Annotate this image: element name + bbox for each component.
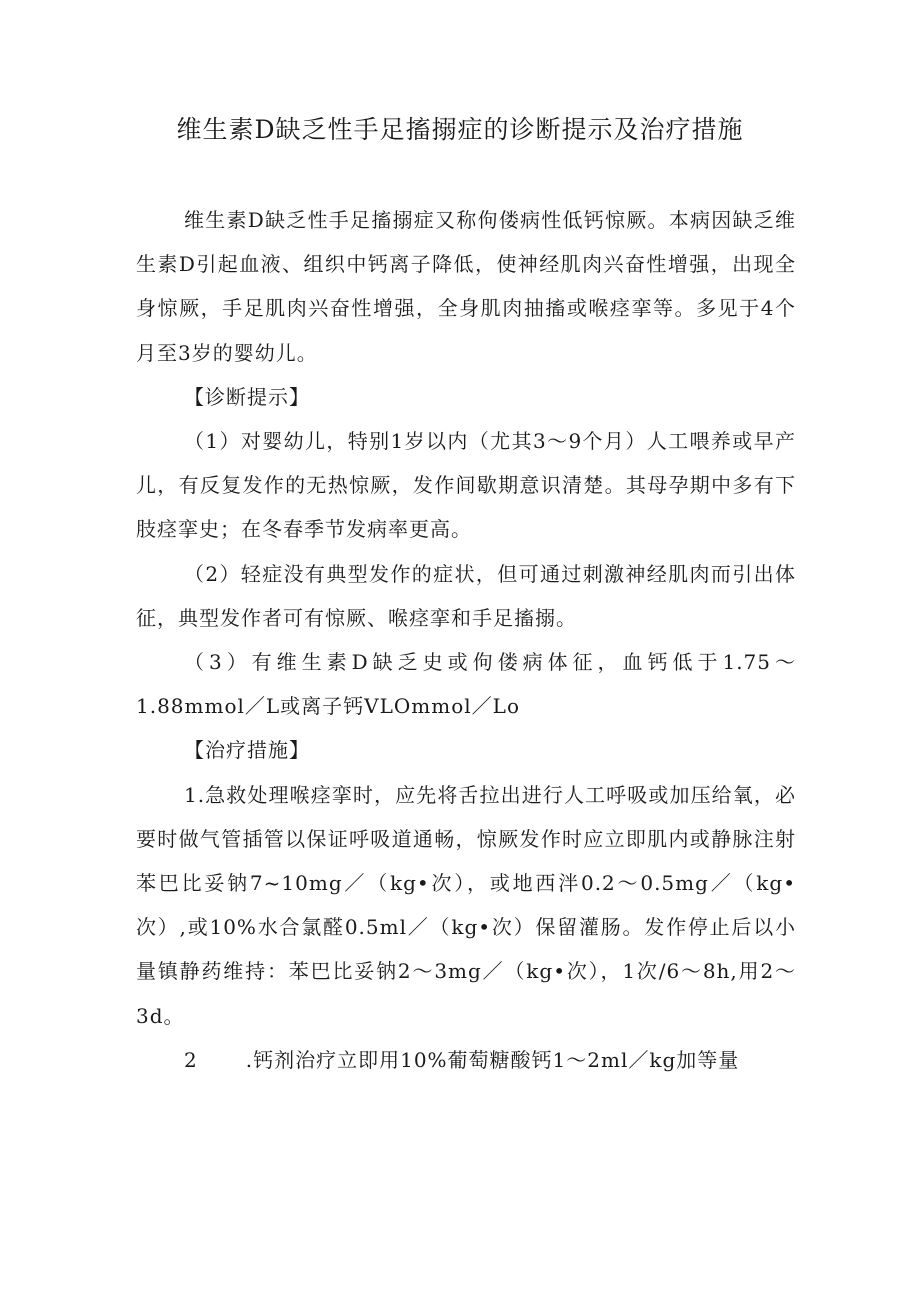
diagnosis-item-3: （3）有维生素D缺乏史或佝偻病体征，血钙低于1.75～1.88mmol／L或离子钙VLOmmol／Lo	[136, 650, 796, 719]
diagnosis-item-2: （2）轻症没有典型发作的症状，但可通过刺激神经肌肉而引出体征，典型发作者可有惊厥、喉痉挛和手足搐搦。	[136, 561, 796, 630]
treatment-item-2-number: 2	[184, 1047, 198, 1072]
treatment-heading: 【治疗措施】	[184, 738, 310, 763]
diagnosis-item-1: （1）对婴幼儿，特别1岁以内（尤其3～9个月）人工喂养或早产儿，有反复发作的无热惊厥，发作间歇期意识清楚。其母孕期中多有下肢痉挛史；在冬春季节发病率更高。	[136, 429, 796, 542]
document-title: 维生素D缺乏性手足搐搦症的诊断提示及治疗措施	[176, 115, 744, 144]
treatment-item-2-text: .钙剂治疗立即用10%葡萄糖酸钙1～2ml／kg加等量	[245, 1047, 740, 1072]
treatment-item-2	[136, 1038, 796, 1082]
treatment-item-1: 1.急救处理喉痉挛时，应先将舌拉出进行人工呼吸或加压给氧，必要时做气管插管以保证呼吸道通畅，惊厥发作时应立即肌内或静脉注射苯巴比妥钠7~10mg／（kg•次），或地西泮0.2～0.5mg／（kg•次）,或10%水合氯醛0.5ml／（kg•次）保留灌肠。发作停止后以小量镇静药维持：苯巴比妥钠2～3mg／（kg•次），1次/6～8h,用2～3d。	[136, 782, 796, 1028]
document-body	[136, 198, 796, 1082]
intro-paragraph: 维生素D缺乏性手足搐搦症又称佝偻病性低钙惊厥。本病因缺乏维生素D引起血液、组织中钙离子降低，使神经肌肉兴奋性增强，出现全身惊厥，手足肌肉兴奋性增强，全身肌肉抽搐或喉痉挛等。多见于4个月至3岁的婴幼儿。	[136, 208, 796, 365]
diagnosis-heading: 【诊断提示】	[184, 384, 310, 409]
